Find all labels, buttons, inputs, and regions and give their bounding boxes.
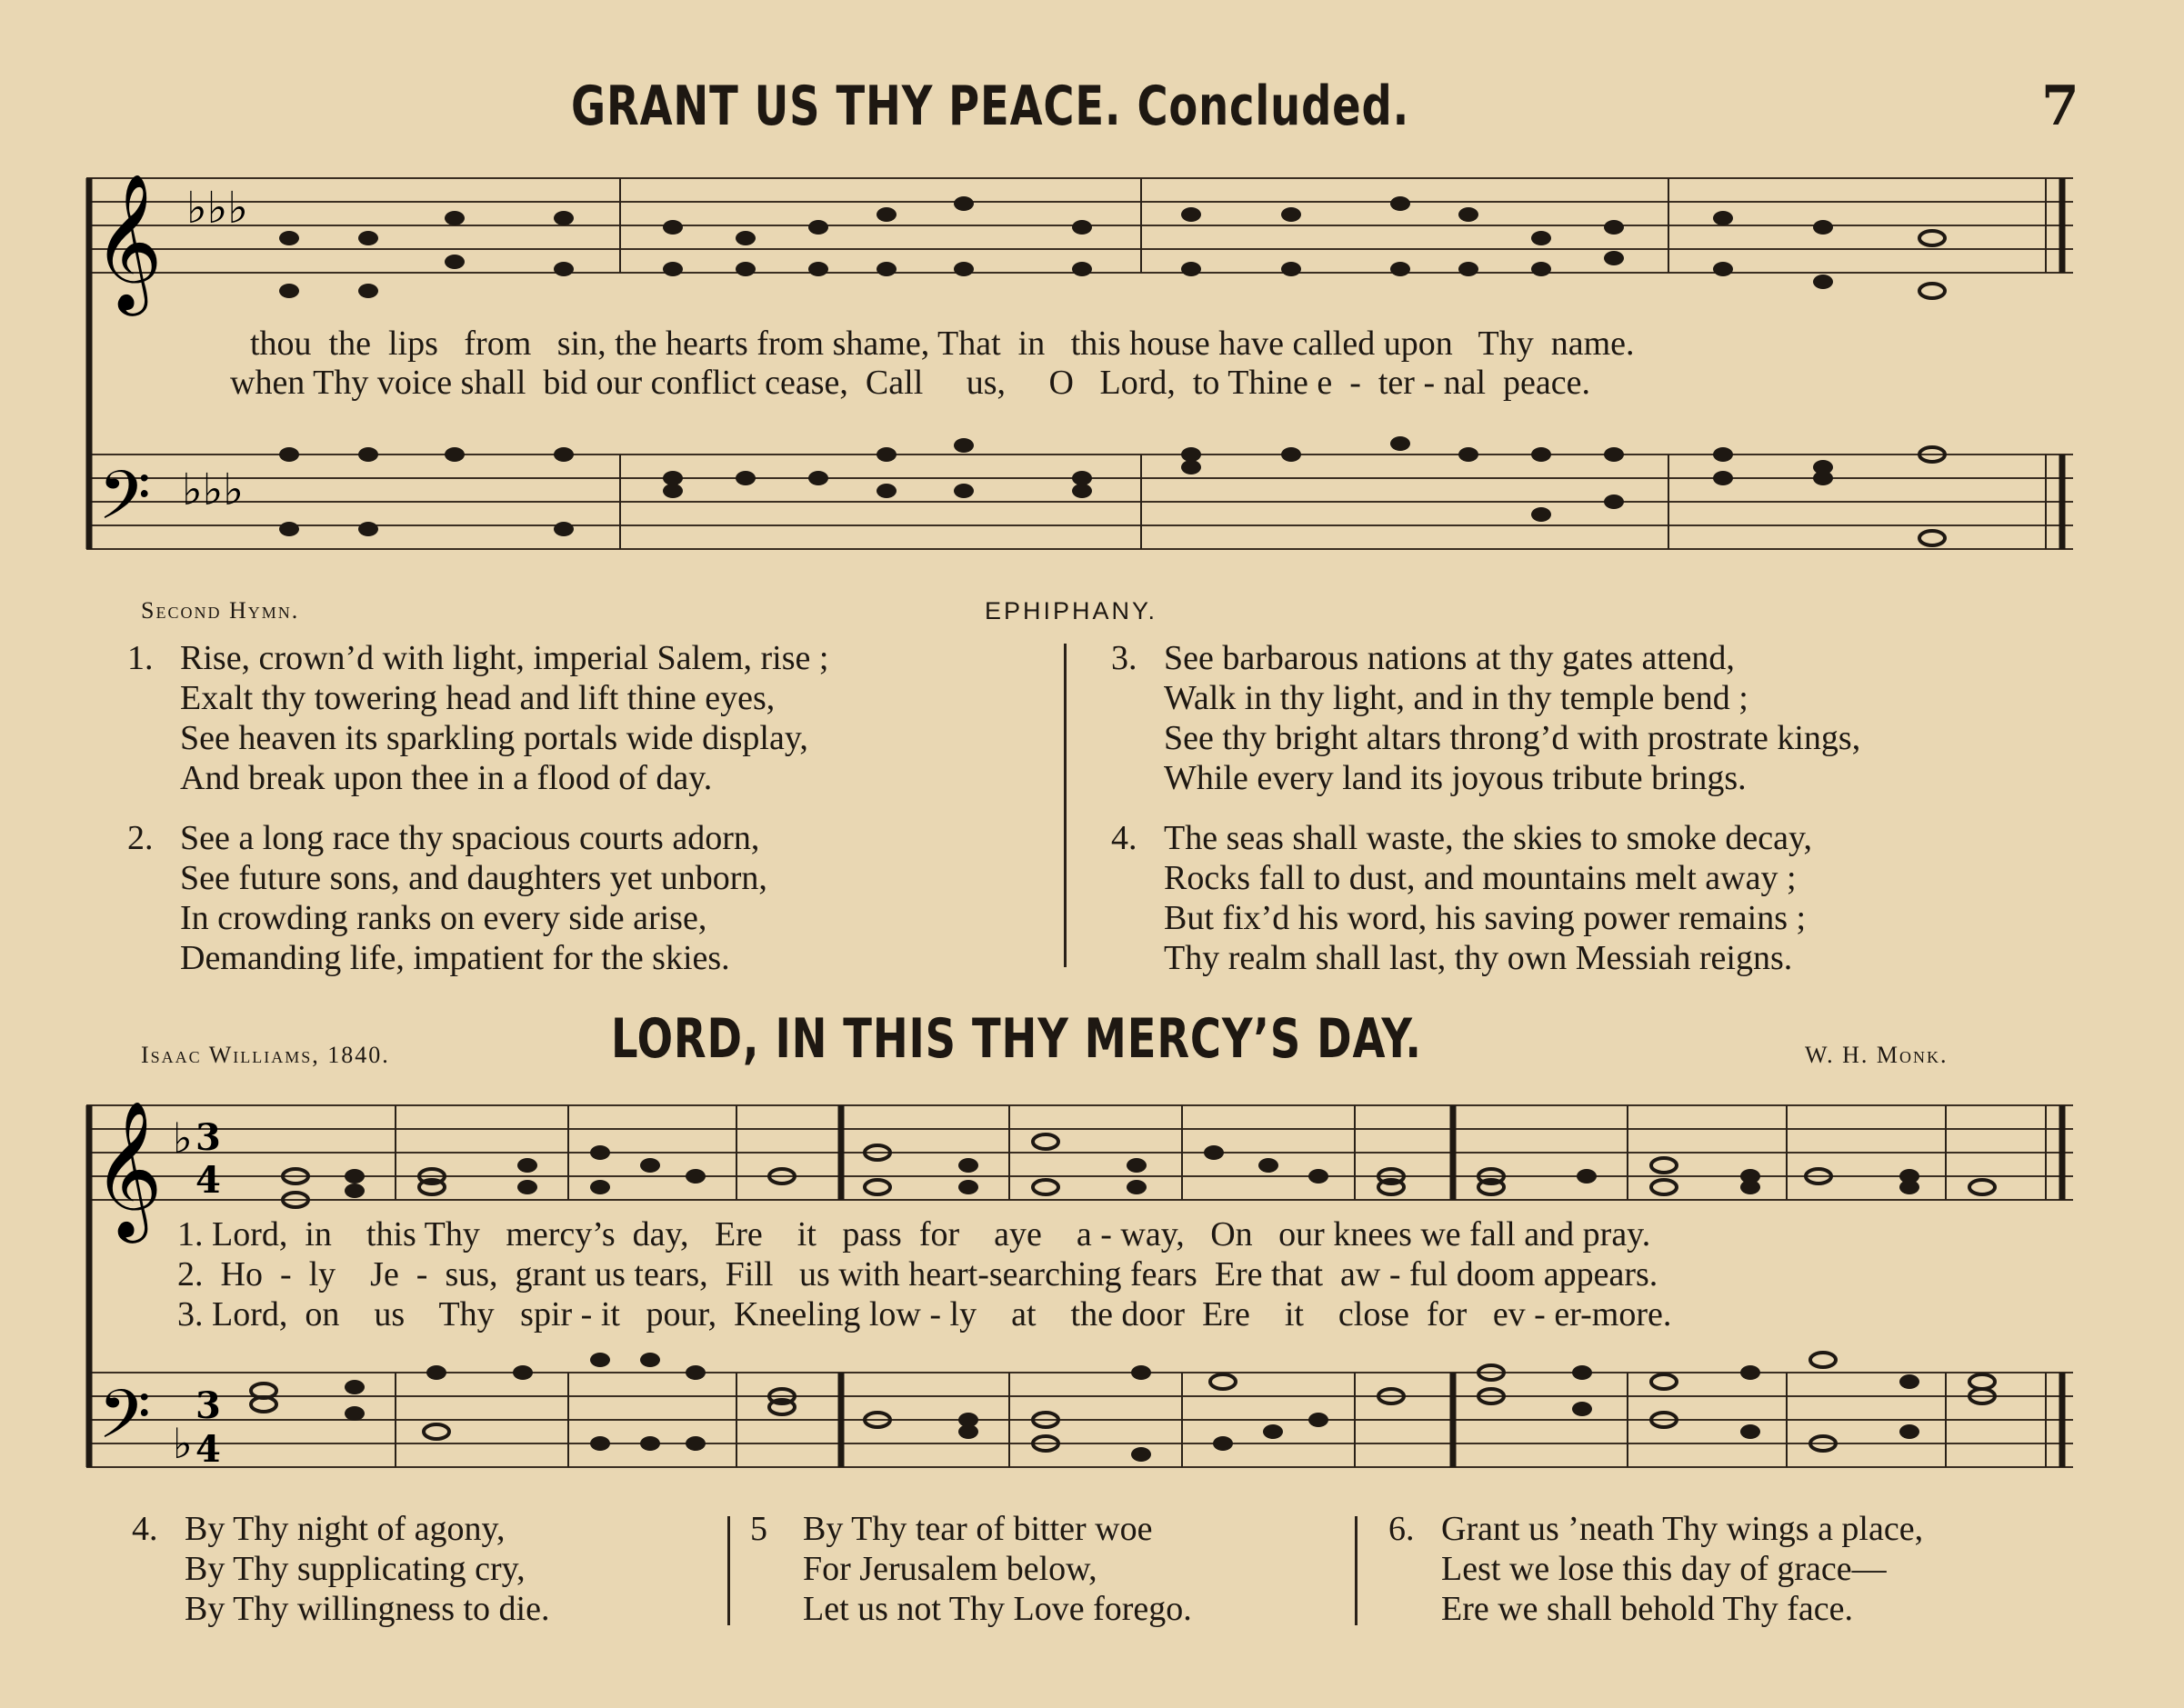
hymn1-bass-notes — [279, 436, 1945, 545]
hymn3-title: LORD, IN THIS THY MERCY’S DAY. — [611, 1007, 1422, 1071]
verse-number: 2. — [127, 819, 154, 857]
bass-clef-icon: 𝄢 — [98, 1375, 151, 1471]
hymn3-treble-staff — [86, 1105, 2073, 1200]
key-signature-flat: ♭ — [173, 1419, 193, 1468]
hymn2-verse-3 — [1111, 638, 1860, 798]
verse-line: By Thy night of agony, — [185, 1510, 506, 1548]
verse-line: Grant us ’neath Thy wings a place, — [1441, 1510, 1924, 1548]
verse-line: See barbarous nations at thy gates attend, — [1164, 639, 1735, 677]
hymn2-verse-1 — [127, 638, 828, 798]
verse-line: Lest we lose this day of grace— — [1441, 1550, 1887, 1588]
key-signature-flats: ♭♭♭ — [182, 464, 244, 515]
verse-line: By Thy willingness to die. — [185, 1590, 550, 1628]
verse-line: In crowding ranks on every side arise, — [180, 899, 707, 937]
treble-clef-icon: 𝄞 — [93, 172, 163, 310]
verse-line: For Jerusalem below, — [803, 1550, 1097, 1588]
verse-line: Ere we shall behold Thy face. — [1441, 1590, 1854, 1628]
verse-line: See thy bright altars throng’d with prostrate kings, — [1164, 719, 1861, 757]
verse-number: 1. — [127, 639, 154, 677]
key-signature-flats: ♭♭♭ — [186, 183, 248, 234]
verse-line: Rise, crown’d with light, imperial Salem, rise ; — [180, 639, 829, 677]
treble-clef-icon: 𝄞 — [93, 1099, 163, 1237]
verse-number: 6. — [1388, 1510, 1415, 1548]
column-divider — [1355, 1516, 1357, 1625]
hymn3-bass-staff — [86, 1373, 2073, 1467]
hymn3-composer: W. H. Monk. — [1805, 1042, 1949, 1068]
hymn1-lyric-line-1: thou the lips from sin, the hearts from shame, That in this house have called upon Thy name. — [250, 325, 1635, 363]
hymn2-verse-4 — [1111, 818, 1812, 978]
verse-line: Exalt thy towering head and lift thine eyes, — [180, 679, 776, 717]
column-divider — [1064, 644, 1067, 967]
verse-line: By Thy supplicating cry, — [185, 1550, 526, 1588]
verse-number: 4. — [1111, 819, 1137, 857]
verse-line: Walk in thy light, and in thy temple bend ; — [1164, 679, 1748, 717]
time-signature: 4 — [195, 1159, 221, 1202]
hymn3-bass-notes — [251, 1353, 1995, 1462]
verse-number: 3. — [1111, 639, 1137, 677]
hymn3-treble-notes — [283, 1134, 1995, 1207]
verse-line: But fix’d his word, his saving power remains ; — [1164, 899, 1807, 937]
bass-clef-icon: 𝄢 — [98, 456, 151, 552]
time-signature: 3 — [195, 1116, 221, 1159]
hymn1-title: GRANT US THY PEACE. Concluded. — [571, 75, 1410, 138]
verse-number: 5 — [750, 1510, 767, 1548]
hymn3-lyric-line-1: 1. Lord, in this Thy mercy’s day, Ere it pass for aye a - way, On our knees we fall and pray. — [177, 1215, 1651, 1254]
hymn2-author: Second Hymn. — [141, 597, 300, 624]
verse-line: By Thy tear of bitter woe — [803, 1510, 1153, 1548]
time-signature: 4 — [195, 1428, 221, 1471]
key-signature-flat: ♭ — [173, 1114, 193, 1163]
hymn1-treble-notes — [279, 196, 1945, 298]
verse-line: While every land its joyous tribute brings. — [1164, 759, 1747, 797]
verse-line: See a long race thy spacious courts adorn, — [180, 819, 760, 857]
verse-line: Rocks fall to dust, and mountains melt away ; — [1164, 859, 1797, 897]
column-divider — [727, 1516, 730, 1625]
hymn1-bass-staff — [86, 454, 2073, 549]
hymn3-lyric-line-3: 3. Lord, on us Thy spir - it pour, Kneeling low - ly at the door Ere it close for ev - er-more. — [177, 1295, 1672, 1333]
verse-line: See future sons, and daughters yet unborn, — [180, 859, 767, 897]
verse-line: Demanding life, impatient for the skies. — [180, 939, 730, 977]
hymn2-verse-2 — [127, 818, 767, 978]
hymn3-lyric-line-2: 2. Ho - ly Je - sus, grant us tears, Fill us with heart-searching fears Ere that aw - ful doom appears. — [177, 1255, 1658, 1293]
hymn3-author: Isaac Williams, 1840. — [141, 1042, 390, 1068]
hymn3-verse-4 — [132, 1509, 549, 1629]
verse-line: Let us not Thy Love forego. — [803, 1590, 1192, 1628]
time-signature: 3 — [195, 1384, 221, 1427]
verse-line: Thy realm shall last, thy own Messiah reigns. — [1164, 939, 1793, 977]
verse-line: The seas shall waste, the skies to smoke decay, — [1164, 819, 1813, 857]
verse-line: See heaven its sparkling portals wide display, — [180, 719, 808, 757]
verse-line: And break upon thee in a flood of day. — [180, 759, 713, 797]
hymn3-verse-5 — [750, 1509, 1192, 1629]
hymn1-lyric-line-2: when Thy voice shall bid our conflict cease, Call us, O Lord, to Thine e - ter - nal peace. — [230, 364, 1590, 402]
hymn3-verse-6 — [1388, 1509, 1923, 1629]
verse-number: 4. — [132, 1510, 158, 1548]
page-number: 7 — [2041, 75, 2079, 138]
hymn2-tune-name: EPHIPHANY. — [985, 597, 1158, 624]
